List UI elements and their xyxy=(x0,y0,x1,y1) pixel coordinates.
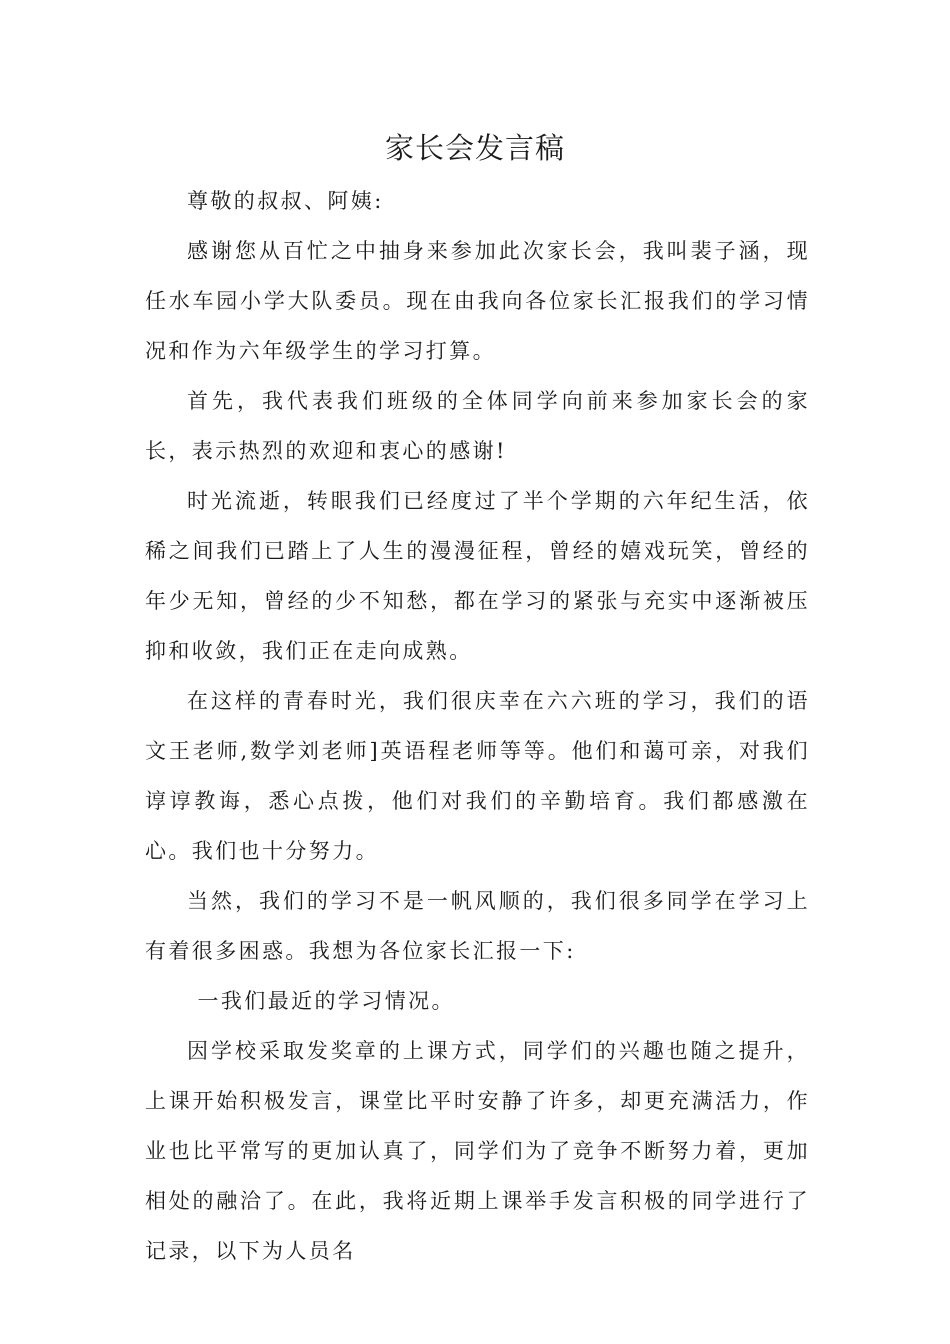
document-body xyxy=(145,176,810,1276)
paragraph-introduction: 感谢您从百忙之中抽身来参加此次家长会，我叫裴子涵，现任水车园小学大队委员。现在由我向各位家长汇报我们的学习情况和作为六年级学生的学习打算。 xyxy=(145,239,810,363)
paragraph-time-passing: 时光流逝，转眼我们已经度过了半个学期的六年纪生活，依稀之间我们已踏上了人生的漫漫征程，曾经的嬉戏玩笑，曾经的年少无知，曾经的少不知愁，都在学习的紧张与充实中逐渐被压抑和收敛，我们正在走向成熟。 xyxy=(145,489,810,663)
paragraph-greeting: 尊敬的叔叔、阿姨: xyxy=(187,189,384,213)
paragraph-teachers: 在这样的青春时光，我们很庆幸在六六班的学习，我们的语文王老师,数学刘老师]英语程老师等等。他们和蔼可亲，对我们谆谆教诲，悉心点拨，他们对我们的辛勤培育。我们都感激在心。我们也十分努力。 xyxy=(145,689,810,863)
paragraph-welcome: 首先，我代表我们班级的全体同学向前来参加家长会的家长，表示热烈的欢迎和衷心的感谢! xyxy=(145,389,810,463)
paragraph-learning-situation: 因学校采取发奖章的上课方式，同学们的兴趣也随之提升，上课开始积极发言，课堂比平时安静了许多，却更充满活力，作业也比平常写的更加认真了，同学们为了竞争不断努力着，更加相处的融洽了。在此，我将近期上课举手发言积极的同学进行了记录，以下为人员名 xyxy=(145,1039,810,1263)
document-title: 家长会发言稿 xyxy=(384,131,565,165)
paragraph-difficulties: 当然，我们的学习不是一帆风顺的，我们很多同学在学习上有着很多困惑。我想为各位家长汇报一下: xyxy=(145,889,810,963)
paragraph-section-heading: 一我们最近的学习情况。 xyxy=(197,989,455,1013)
